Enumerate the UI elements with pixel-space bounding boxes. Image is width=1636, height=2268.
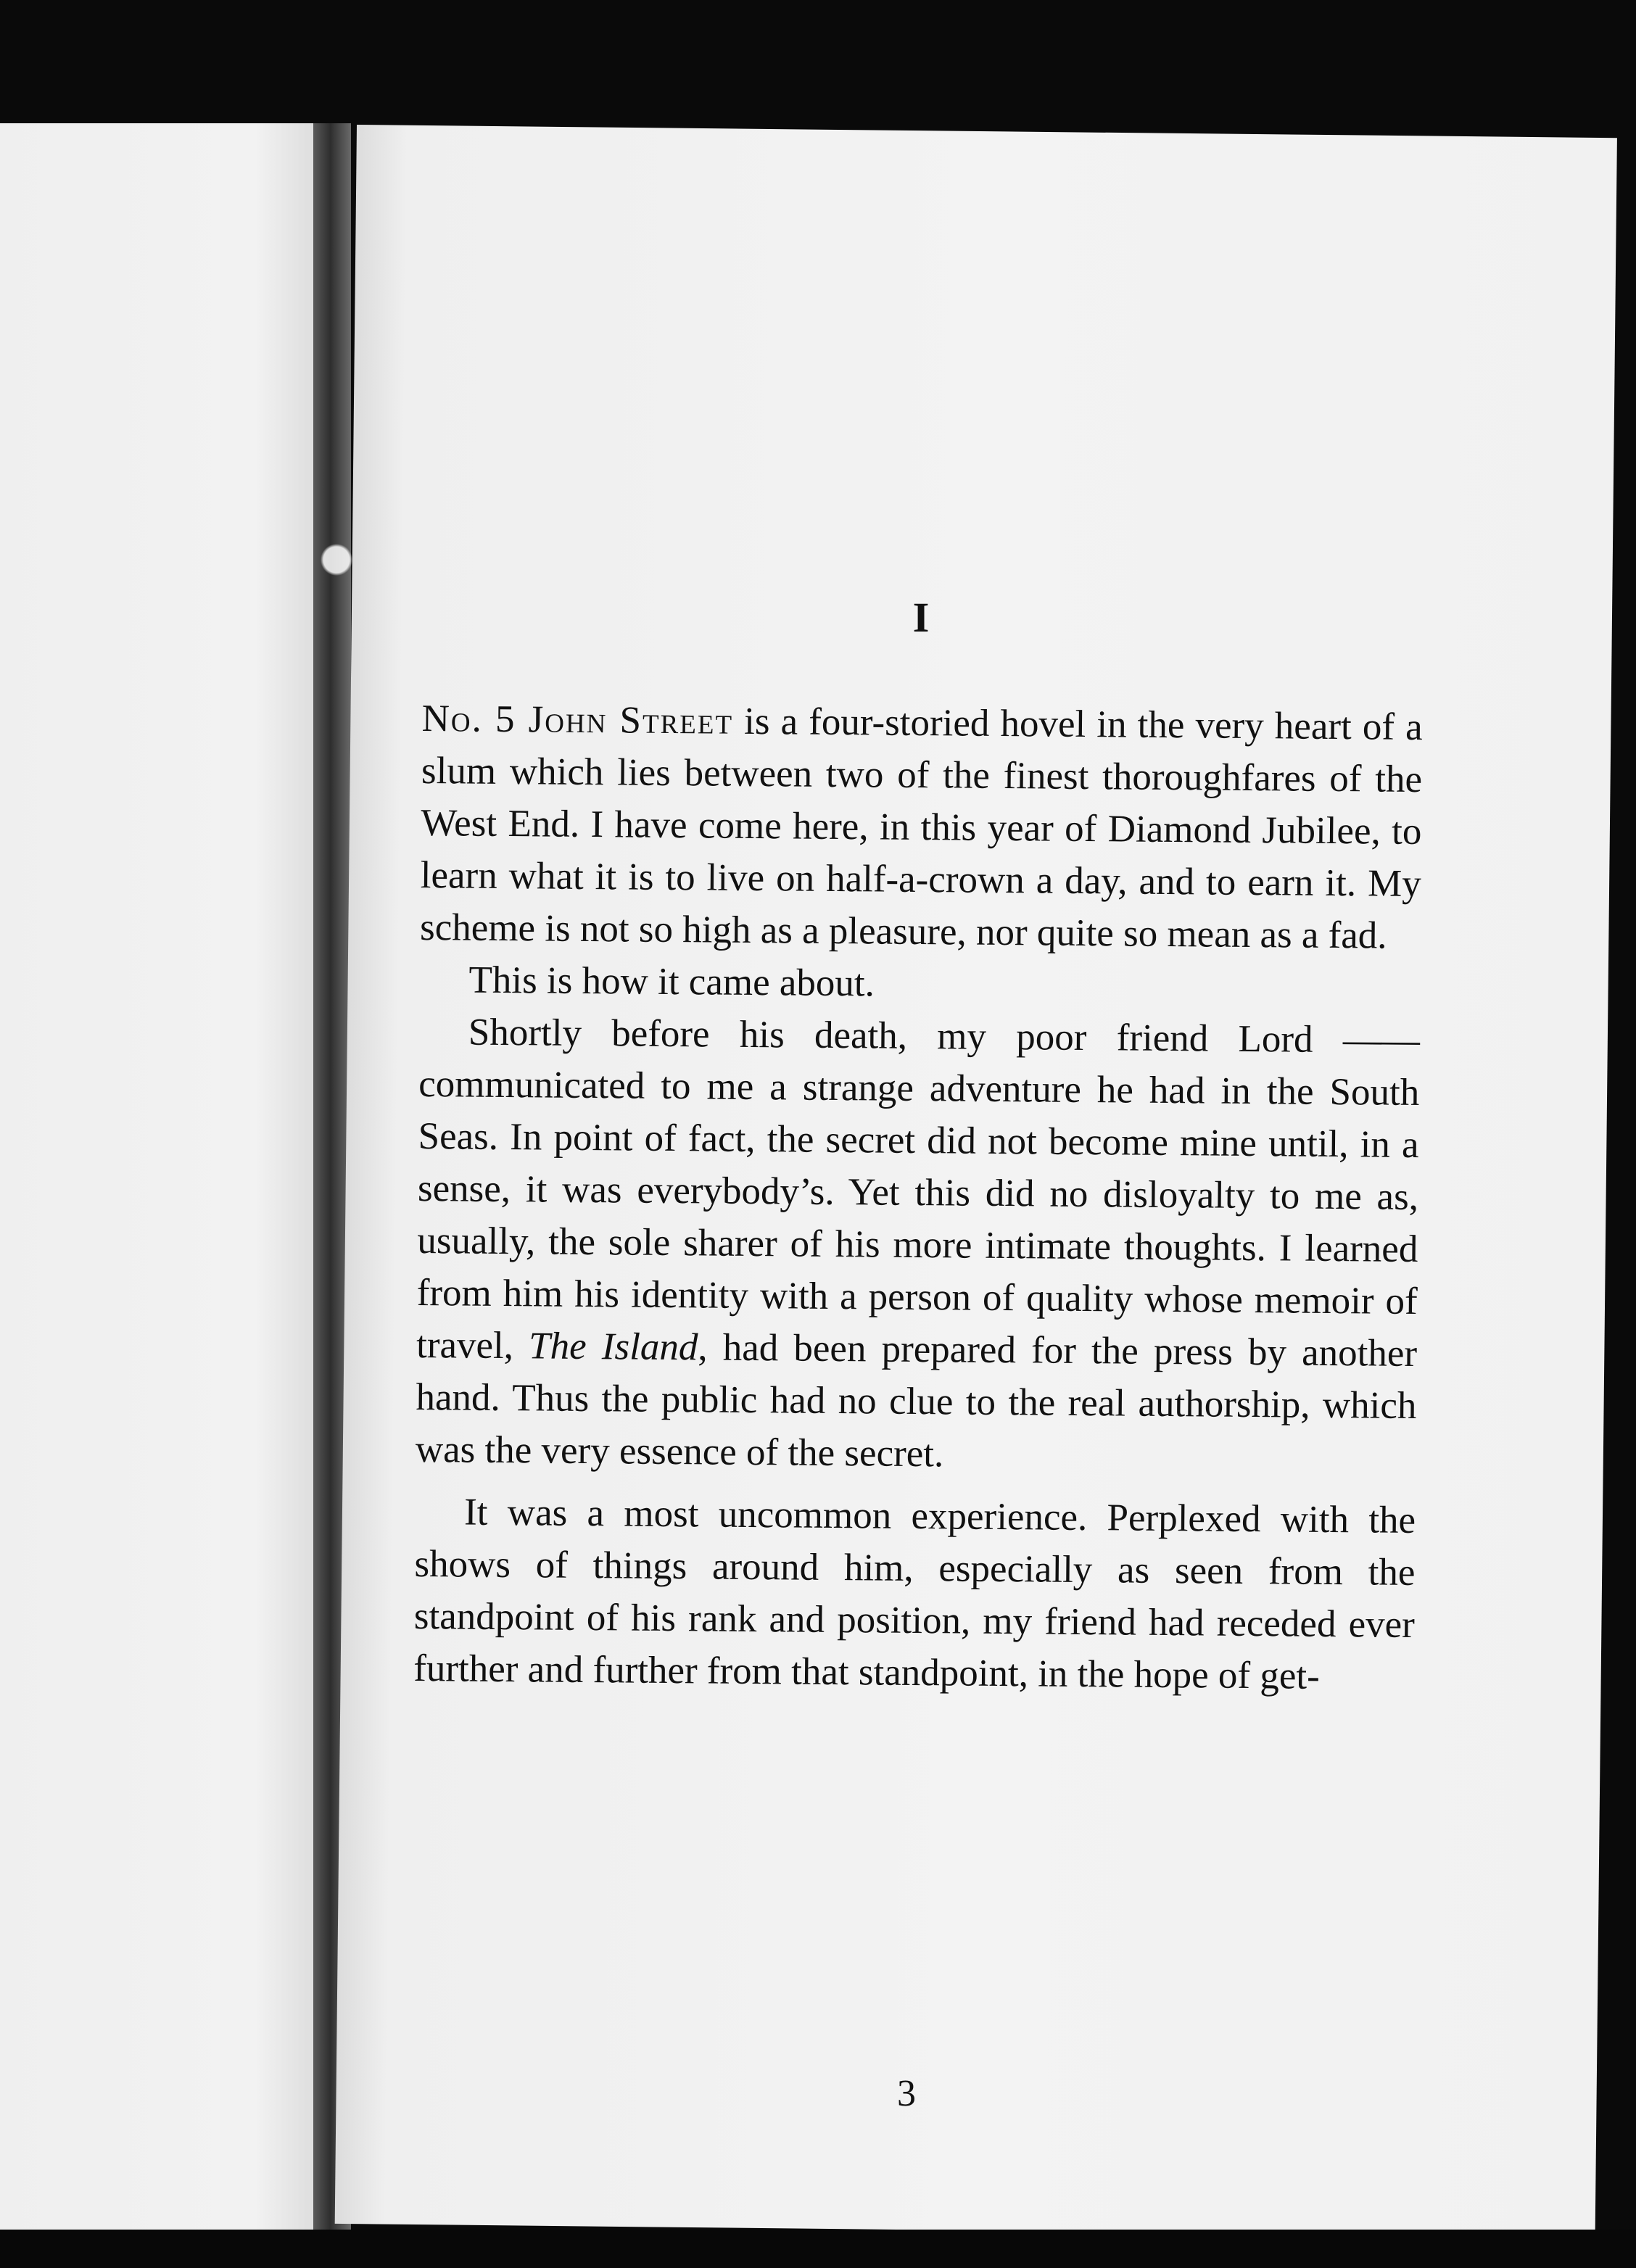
paragraph-opening [420, 692, 1423, 962]
page-number: 3 [897, 2073, 916, 2114]
paragraph-3 [416, 1006, 1421, 1484]
left-page-blank [0, 123, 319, 2240]
book-title-italic: The Island [528, 1325, 698, 1369]
paragraph-3-part-2: , had been prepared for the press by another hand. Thus the public had no clue to the real authorship, which was the very essence of the secret. [415, 1326, 1418, 1476]
paragraph-3-part-1: Shortly before his death, my poor friend Lord —— communicated to me a strange adventure he had in the South Seas. In point of fact, the secret did not become mine until, in a sense, it was everybody’s. Yet this did no disloyalty to me as, usually, the sole sharer of his more intimate thoughts. I learned from him his identity with a person of quality whose memoir of travel, [416, 1011, 1421, 1367]
scan-bottom-edge [0, 2230, 1636, 2268]
paragraph-2: This is how it came about. [468, 959, 875, 1005]
body-text [413, 692, 1423, 1703]
paragraph-4: It was a most uncommon experience. Perplexed with the shows of things around him, especially as seen from the standpoint of his rank and position, my friend had receded ever further and further from that standpoint, in the hope of get- [413, 1491, 1416, 1697]
opening-rest: is a four-storied hovel in the very heart of a slum which lies between two of the finest thoroughfares of the West End. I have come here, in this year of Diamond Jubilee, to learn what it is to live on half-a-crown a day, and to earn it. My scheme is not so high as a pleasure, nor quite so mean as a fad. [419, 700, 1423, 957]
opening-lead-smallcaps: No. 5 John Street [421, 697, 734, 742]
chapter-number: I [912, 594, 930, 641]
